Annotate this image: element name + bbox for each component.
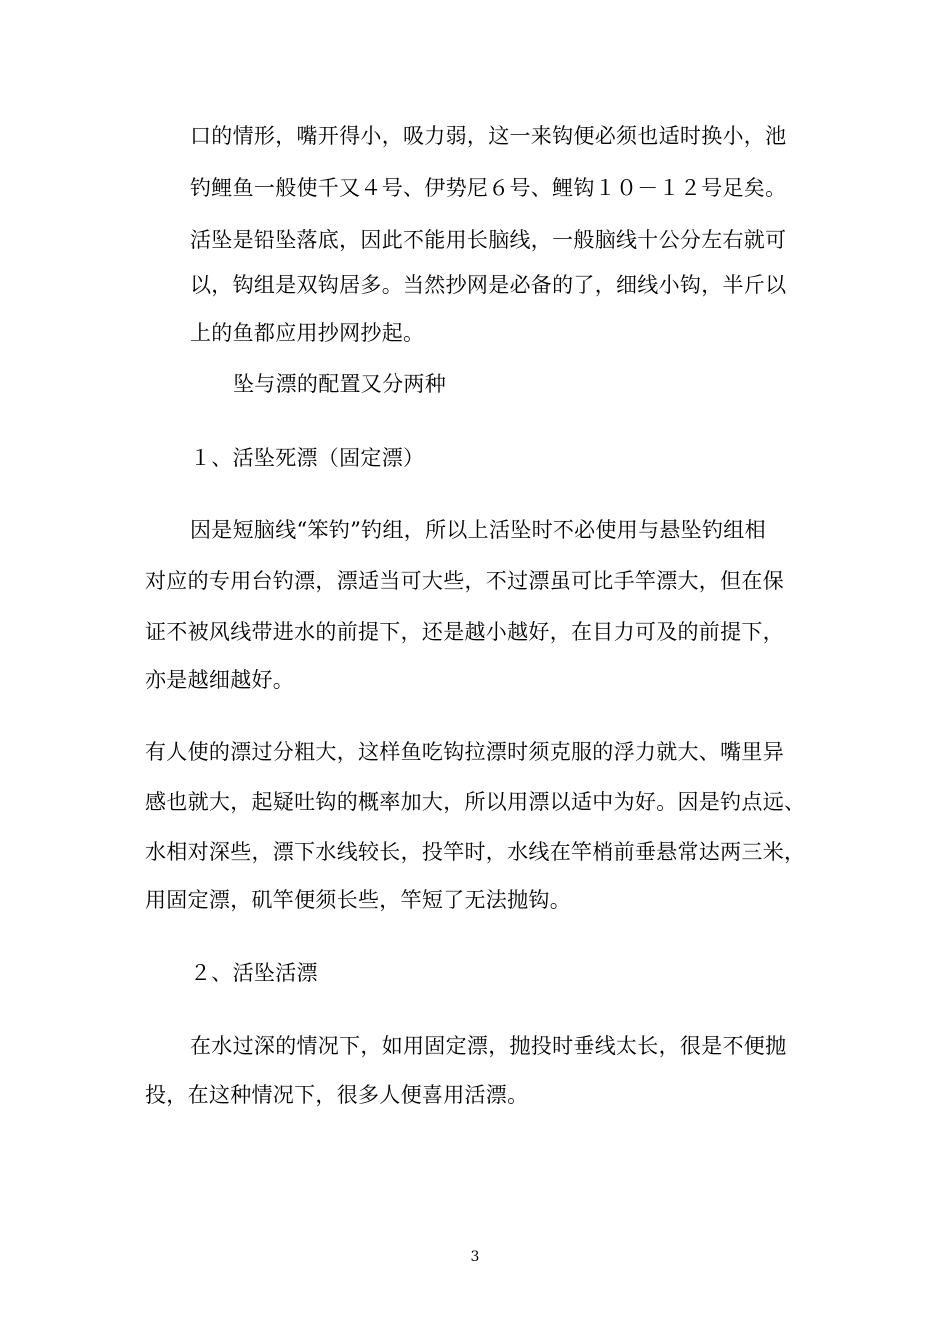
text-line-8: 因是短脑线“笨钓”钓组，所以上活坠时不必使用与悬坠钓组相 bbox=[190, 518, 766, 542]
text-line-1: 口的情形，嘴开得小，吸力弱，这一来钩便必须也适时换小，池 bbox=[190, 124, 787, 148]
text-line-2: 钓鲤鱼一般使千又４号、伊势尼６号、鲤钩１０－１２号足矣。 bbox=[190, 176, 787, 200]
text-line-12: 有人使的漂过分粗大，这样鱼吃钩拉漂时须克服的浮力就大、嘴里异 bbox=[145, 740, 784, 764]
text-line-5: 上的鱼都应用抄网抄起。 bbox=[190, 321, 425, 345]
text-line-9: 对应的专用台钓漂，漂适当可大些，不过漂虽可比手竿漂大，但在保 bbox=[145, 569, 784, 593]
text-line-18: 投，在这种情况下，很多人便喜用活漂。 bbox=[145, 1083, 529, 1107]
text-line-14: 水相对深些，漂下水线较长，投竿时，水线在竿梢前垂悬常达两三米， bbox=[145, 840, 806, 864]
text-line-4: 以，钩组是双钩居多。当然抄网是必备的了，细线小钩，半斤以 bbox=[190, 273, 787, 297]
page-number: 3 bbox=[470, 1249, 480, 1265]
text-line-17: 在水过深的情况下，如用固定漂，抛投时垂线太长，很是不便抛 bbox=[190, 1034, 787, 1058]
subheading-2: ２、活坠活漂 bbox=[190, 961, 318, 985]
subheading-1: １、活坠死漂（固定漂） bbox=[190, 446, 425, 470]
section-heading: 坠与漂的配置又分两种 bbox=[233, 372, 446, 396]
text-line-15: 用固定漂，矶竿便须长些，竿短了无法抛钩。 bbox=[145, 888, 571, 912]
text-line-13: 感也就大，起疑吐钩的概率加大，所以用漂以适中为好。因是钓点远、 bbox=[145, 790, 806, 814]
text-line-10: 证不被风线带进水的前提下，还是越小越好，在目力可及的前提下， bbox=[145, 620, 784, 644]
text-line-3: 活坠是铅坠落底，因此不能用长脑线，一般脑线十公分左右就可 bbox=[190, 228, 787, 252]
text-line-11: 亦是越细越好。 bbox=[145, 668, 295, 692]
